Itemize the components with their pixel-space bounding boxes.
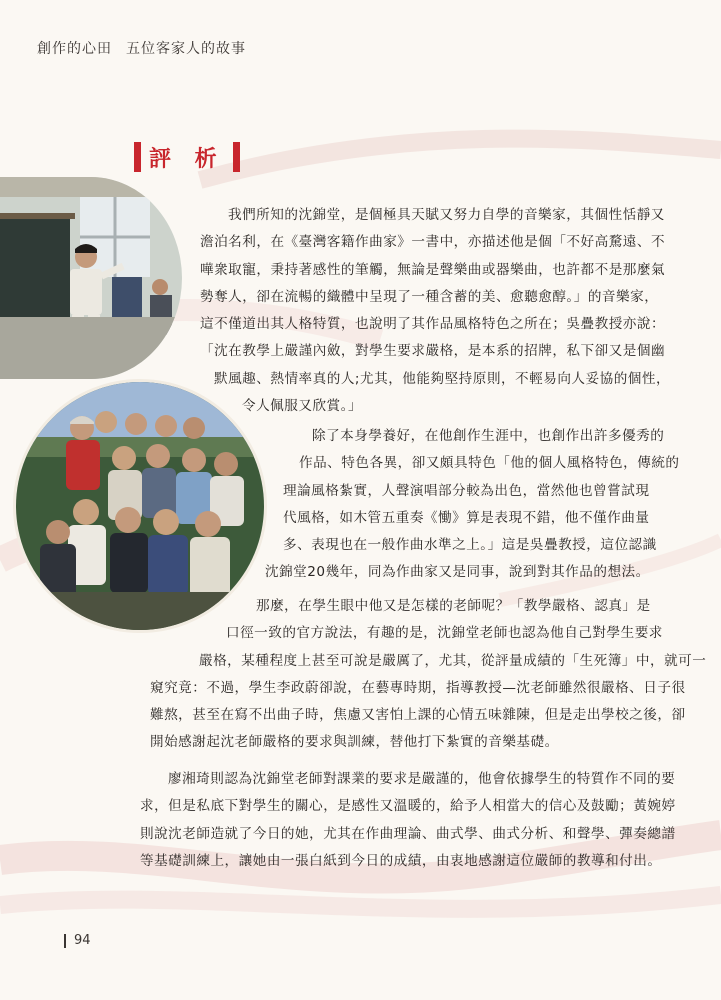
paragraph-line: 開始感謝起沈老師嚴格的要求與訓練，替他打下紮實的音樂基礎。 xyxy=(150,734,559,751)
section-heading xyxy=(134,140,240,174)
paragraph-4 xyxy=(140,766,676,875)
paragraph-line: 作品、特色各異，卻又頗具特色「他的個人風格特色，傳統的 xyxy=(299,455,680,472)
paragraph-line: 多、表現也在一般作曲水準之上。」這是吳疊教授，這位認識 xyxy=(283,537,657,554)
paragraph-line: 除了本身學養好，在他創作生涯中，也創作出許多優秀的 xyxy=(312,428,665,444)
paragraph-line: 我們所知的沈錦堂，是個極具天賦又努力自學的音樂家，其個性恬靜又 xyxy=(228,207,665,223)
paragraph-line: 澹泊名利，在《臺灣客籍作曲家》一書中，亦描述他是個「不好高騖遠、不 xyxy=(200,234,666,251)
paragraph-line: 代風格，如木管五重奏《慟》算是表現不錯，他不僅作曲量 xyxy=(283,509,650,526)
teacher-photo xyxy=(0,177,182,379)
paragraph-line: 嘩衆取寵，秉持著感性的筆觸，無論是聲樂曲或器樂曲，也許都不是那麼氣 xyxy=(200,261,666,278)
book-subtitle: 五位客家人的故事 xyxy=(126,41,246,57)
paragraph-3 xyxy=(140,593,706,757)
paragraph-line: 等基礎訓練上，讓她由一張白紙到今日的成績，由衷地感謝這位嚴師的教導和付出。 xyxy=(140,852,662,869)
book-title: 創作的心田 xyxy=(37,41,112,57)
running-header xyxy=(37,38,246,58)
page-number-text: 94 xyxy=(74,933,91,948)
section-title: 評 析 xyxy=(149,145,225,172)
paragraph-line: 理論風格紮實，人聲演唱部分較為出色，當然他也曾嘗試現 xyxy=(283,482,650,499)
paragraph-line: 沈錦堂20幾年，同為作曲家又是同事，說到對其作品的想法。 xyxy=(265,564,650,581)
paragraph-line: 求，但是私底下對學生的關心，是感性又溫暖的，給予人相當大的信心及鼓勵；黃婉婷 xyxy=(140,798,676,815)
paragraph-1 xyxy=(188,202,670,420)
paragraph-line: 則說沈老師造就了今日的她，尤其在作曲理論、曲式學、曲式分析、和聲學、彈奏總譜 xyxy=(140,825,676,842)
paragraph-line: 口徑一致的官方說法，有趣的是，沈錦堂老師也認為他自己對學生要求 xyxy=(226,625,663,642)
page-number-bar xyxy=(64,934,66,948)
paragraph-line: 這不僅道出其人格特質，也說明了其作品風格特色之所在；吳疊教授亦說： xyxy=(200,316,666,333)
heading-bar-left xyxy=(134,142,141,172)
paragraph-line: 那麼，在學生眼中他又是怎樣的老師呢？「教學嚴格、認真」是 xyxy=(256,598,651,614)
paragraph-line: 窺究竟：不過，學生李政蔚卻說，在藝專時期，指導教授—沈老師雖然很嚴格、日子很 xyxy=(150,679,686,696)
page-number xyxy=(64,933,91,948)
paragraph-line: 令人佩服又欣賞。」 xyxy=(242,398,363,415)
paragraph-2 xyxy=(235,423,680,587)
heading-bar-right xyxy=(233,142,240,172)
paragraph-line: 勢奪人，卻在流暢的織體中呈現了一種含蓄的美、愈聽愈醇。」的音樂家， xyxy=(200,288,659,305)
paragraph-line: 難熬，甚至在寫不出曲子時，焦慮又害怕上課的心情五味雜陳，但是走出學校之後，卻 xyxy=(150,707,686,724)
paragraph-line: 默風趣、熱情率真的人;尤其，他能夠堅持原則，不輕易向人妥協的個性， xyxy=(214,370,671,387)
paragraph-line: 嚴格，某種程度上甚至可說是嚴厲了，尤其，從評量成績的「生死簿」中，就可一 xyxy=(199,652,707,669)
paragraph-line: 「沈在教學上嚴謹內斂，對學生要求嚴格，是本系的招牌，私下卻又是個幽 xyxy=(200,343,666,360)
paragraph-line: 廖湘琦則認為沈錦堂老師對課業的要求是嚴謹的，他會依據學生的特質作不同的要 xyxy=(168,771,676,787)
